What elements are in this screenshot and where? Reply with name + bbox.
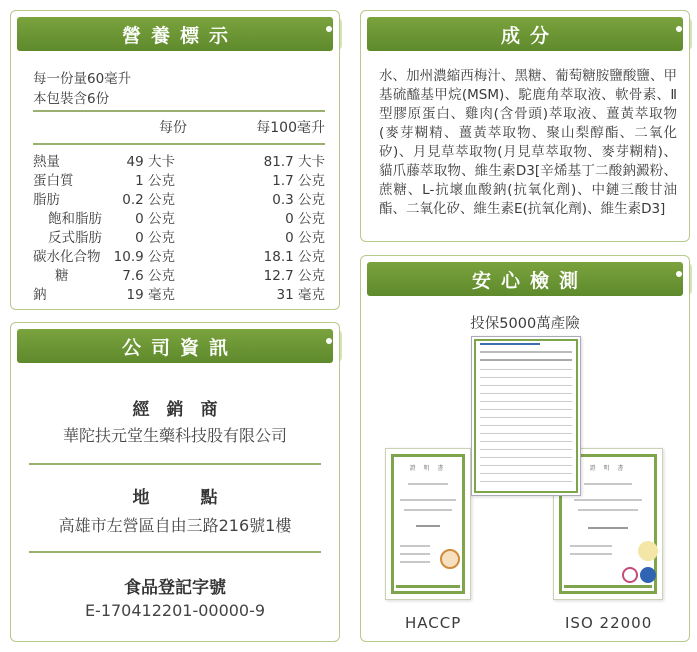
nutrient-per-100: 0 公克 — [285, 230, 325, 246]
banner-dot-icon — [676, 271, 682, 277]
company-panel — [10, 322, 340, 642]
address-value: 高雄市左營區自由三路216號1樓 — [58, 516, 292, 535]
nutrient-name: 糖 — [55, 268, 69, 284]
banner-dot-icon — [326, 26, 332, 32]
nutrition-row — [33, 150, 325, 169]
col-per-100: 每100毫升 — [256, 120, 325, 136]
nutrition-row — [33, 283, 325, 302]
divider — [33, 110, 325, 112]
nutrition-title: 營養標示 — [17, 17, 333, 51]
column-header-row — [33, 117, 325, 136]
nutrient-name: 碳水化合物 — [33, 249, 101, 265]
nutrition-row — [33, 226, 325, 245]
nutrition-panel — [10, 10, 340, 310]
nutrient-per-serving: 10.9 公克 — [113, 249, 175, 265]
address-label: 地 點 — [132, 488, 218, 508]
nutrient-per-serving: 49 大卡 — [126, 154, 175, 170]
distributor-label: 經 銷 商 — [132, 400, 218, 420]
safety-panel — [360, 255, 690, 642]
nutrition-row — [33, 188, 325, 207]
nutrient-per-serving: 0 公克 — [135, 230, 175, 246]
certificate-title: 證 明 書 — [589, 465, 627, 472]
col-per-serving: 每份 — [159, 120, 187, 136]
nutrient-per-100: 31 毫克 — [276, 287, 325, 303]
nutrient-name: 蛋白質 — [33, 173, 74, 189]
registration-label: 食品登記字號 — [124, 578, 226, 598]
nutrient-name: 鈉 — [33, 287, 47, 303]
divider — [29, 463, 321, 465]
nutrient-per-serving: 0 公克 — [135, 211, 175, 227]
iso-label: ISO 22000 — [565, 614, 653, 632]
company-title: 公司資訊 — [17, 329, 333, 363]
safety-title: 安心檢測 — [367, 262, 683, 296]
banner-dot-icon — [326, 338, 332, 344]
nutrient-per-100: 1.7 公克 — [272, 173, 325, 189]
nutrient-per-serving: 0.2 公克 — [122, 192, 175, 208]
taf-logo-icon — [622, 567, 638, 583]
seal-icon — [440, 549, 460, 569]
insurance-text: 投保5000萬產險 — [470, 316, 580, 332]
nutrient-name: 脂肪 — [33, 192, 60, 208]
certificate-title: 證 明 書 — [409, 465, 447, 472]
divider — [29, 551, 321, 553]
haccp-label: HACCP — [405, 614, 462, 632]
nutrient-per-100: 12.7 公克 — [263, 268, 325, 284]
seal-icon — [638, 541, 658, 561]
ingredients-panel — [360, 10, 690, 242]
nutrition-row — [33, 264, 325, 283]
distributor-value: 華陀扶元堂生藥科技股有限公司 — [62, 426, 287, 445]
nutrient-name: 熱量 — [33, 154, 60, 170]
nutrient-per-100: 0 公克 — [285, 211, 325, 227]
nutrient-per-100: 0.3 公克 — [272, 192, 325, 208]
nutrient-name: 反式脂肪 — [48, 230, 102, 246]
nutrient-name: 飽和脂肪 — [48, 211, 102, 227]
nutrient-per-100: 81.7 大卡 — [263, 154, 325, 170]
ingredients-text: 水、加州濃縮西梅汁、黑糖、葡萄糖胺鹽酸鹽、甲基硫醯基甲烷(MSM)、駝鹿角萃取液、軟骨素、Ⅱ型膠原蛋白、雞肉(含骨頭)萃取液、薑黃萃取物(麥芽糊精、薑黃萃取物、聚山梨醇酯、二氧化矽)、月見草萃取物(月見草萃取物、麥芽糊精)、貓爪藤萃取物、維生素D3[辛烯基丁二酸鈉澱粉、蔗糖、L-抗壞血酸鈉(抗氧化劑)、中鏈三酸甘油酯、二氧化矽、維生素E(抗氧化劑)、維生素D3] — [379, 68, 677, 217]
nutrition-row — [33, 169, 325, 188]
iaf-logo-icon — [640, 567, 656, 583]
nutrient-per-100: 18.1 公克 — [263, 249, 325, 265]
serving-size: 每一份量60毫升 — [33, 71, 132, 87]
nutrient-per-serving: 19 毫克 — [126, 287, 175, 303]
nutrient-per-serving: 7.6 公克 — [122, 268, 175, 284]
ingredients-title: 成分 — [367, 17, 683, 51]
nutrient-per-serving: 1 公克 — [135, 173, 175, 189]
insurance-policy-image — [471, 336, 581, 496]
servings-per-pack: 本包裝含6份 — [33, 91, 110, 107]
banner-dot-icon — [676, 26, 682, 32]
nutrition-row — [33, 245, 325, 264]
registration-value: E-170412201-00000-9 — [84, 601, 266, 620]
nutrition-row — [33, 207, 325, 226]
haccp-certificate-image — [385, 448, 471, 600]
divider — [33, 143, 325, 145]
